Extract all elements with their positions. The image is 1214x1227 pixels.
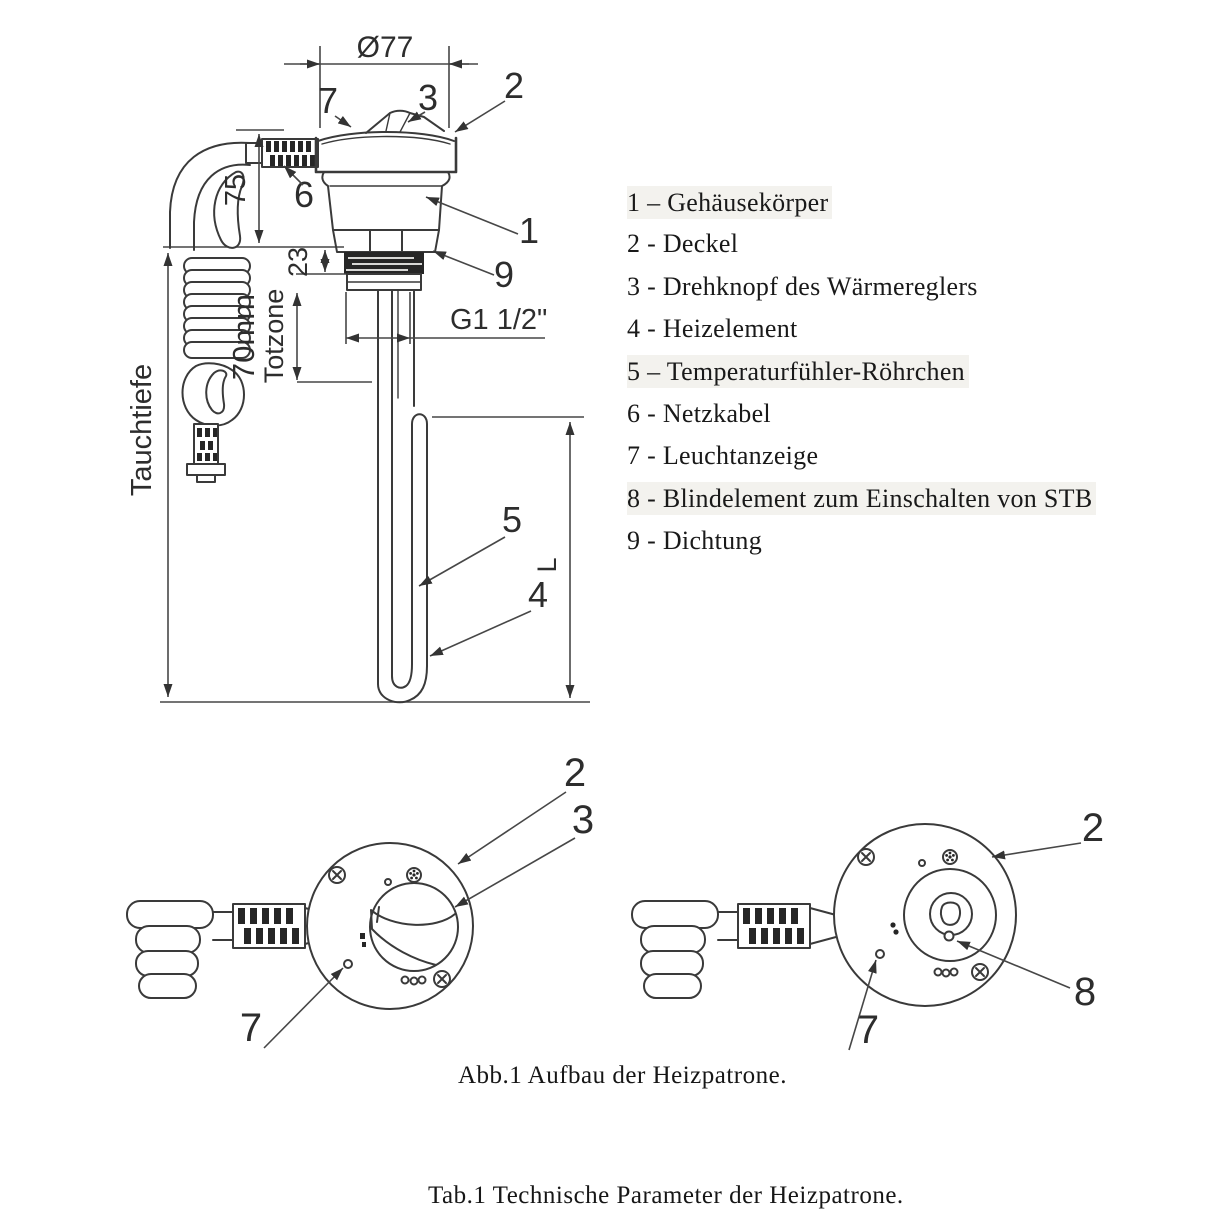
knurled-stud	[943, 850, 957, 864]
cable-lines	[213, 912, 234, 940]
callout-7: 7	[317, 80, 339, 121]
face-mark	[893, 929, 898, 934]
immersion-tubes	[378, 290, 427, 702]
callout-8: 8	[1073, 970, 1097, 1014]
power-plug-side	[187, 424, 225, 482]
callout-4: 4	[527, 574, 549, 615]
legend-item-1: 1 – Gehäusekörper	[627, 186, 832, 219]
plug-lobe	[139, 974, 196, 998]
cover-screw	[434, 971, 450, 987]
legend-item-3: 3 - Drehknopf des Wärmereglers	[627, 272, 978, 301]
callout-7: 7	[856, 1008, 880, 1052]
knob-profile-lines	[386, 113, 410, 132]
totzone-value: 70mm	[226, 293, 261, 381]
dimensions	[126, 31, 584, 698]
leader-4	[430, 611, 531, 656]
u-bend-inner	[392, 664, 412, 688]
plug-base	[187, 464, 225, 475]
legend-item-9: 9 - Dichtung	[627, 526, 763, 555]
face-mark	[360, 933, 365, 939]
callout-1: 1	[518, 210, 540, 251]
cover-screw	[858, 849, 874, 865]
u-bend-outer	[378, 666, 427, 702]
plug-top-bar	[127, 901, 213, 928]
legend-item-6: 6 - Netzkabel	[627, 399, 771, 428]
leader-7	[264, 968, 343, 1048]
l-label: L	[532, 557, 562, 573]
cable-gland	[246, 139, 318, 167]
leader-2	[455, 101, 505, 132]
cap-rim	[316, 138, 456, 172]
plug-lobe	[136, 926, 200, 953]
legend-item-5: 5 – Temperaturfühler-Röhrchen	[627, 355, 969, 388]
thread-size-label: G1 1/2"	[450, 304, 548, 336]
table-caption: Tab.1 Technische Parameter der Heizpatrone.	[428, 1182, 904, 1209]
tauchtiefe-label: Tauchtiefe	[126, 363, 158, 497]
callout-9: 9	[493, 254, 515, 295]
cover-screw	[329, 867, 345, 883]
blind-element-stem	[945, 932, 954, 941]
leader-2	[992, 843, 1081, 857]
callout-7: 7	[239, 1006, 263, 1050]
h75-label: 75	[220, 173, 252, 207]
totzone-label: Totzone	[259, 288, 289, 384]
front-view-figure	[127, 751, 594, 1050]
legend-item-7: 7 - Leuchtanzeige	[627, 441, 819, 470]
face-mark	[890, 922, 895, 927]
callout-3: 3	[571, 798, 595, 842]
leader-9	[433, 251, 494, 275]
blind-element	[930, 893, 972, 935]
callout-3: 3	[417, 77, 439, 118]
hex-nut	[333, 230, 439, 252]
plug-lobe	[136, 951, 198, 976]
callout-2: 2	[1081, 806, 1105, 850]
plug-tab	[197, 475, 215, 482]
legend-item-8: 8 - Blindelement zum Einschalten von STB	[627, 482, 1096, 515]
housing-body	[322, 172, 449, 230]
cover-screw	[972, 964, 988, 980]
main-callouts	[284, 65, 548, 656]
cap-dish-line-2	[322, 137, 450, 145]
callout-2: 2	[563, 751, 587, 795]
plug-and-cable	[632, 901, 836, 998]
t23-label: 23	[283, 246, 313, 278]
callout-2: 2	[503, 65, 525, 106]
legend-item-4: 4 - Heizelement	[627, 314, 798, 343]
leader-7	[335, 116, 351, 127]
plug-and-cable	[127, 901, 331, 998]
leader-3	[455, 838, 575, 907]
knurled-stud	[407, 868, 421, 882]
face-mark	[362, 942, 366, 947]
heating-element-leg	[412, 414, 427, 666]
callout-5: 5	[501, 499, 523, 540]
leader-5	[419, 537, 505, 586]
rear-view-figure	[632, 806, 1104, 1052]
callout-6: 6	[293, 174, 315, 215]
figure-caption: Abb.1 Aufbau der Heizpatrone.	[458, 1062, 787, 1089]
legend-item-2: 2 - Deckel	[627, 229, 739, 258]
main-figure	[126, 31, 590, 702]
dia-dim-label: Ø77	[356, 31, 414, 64]
